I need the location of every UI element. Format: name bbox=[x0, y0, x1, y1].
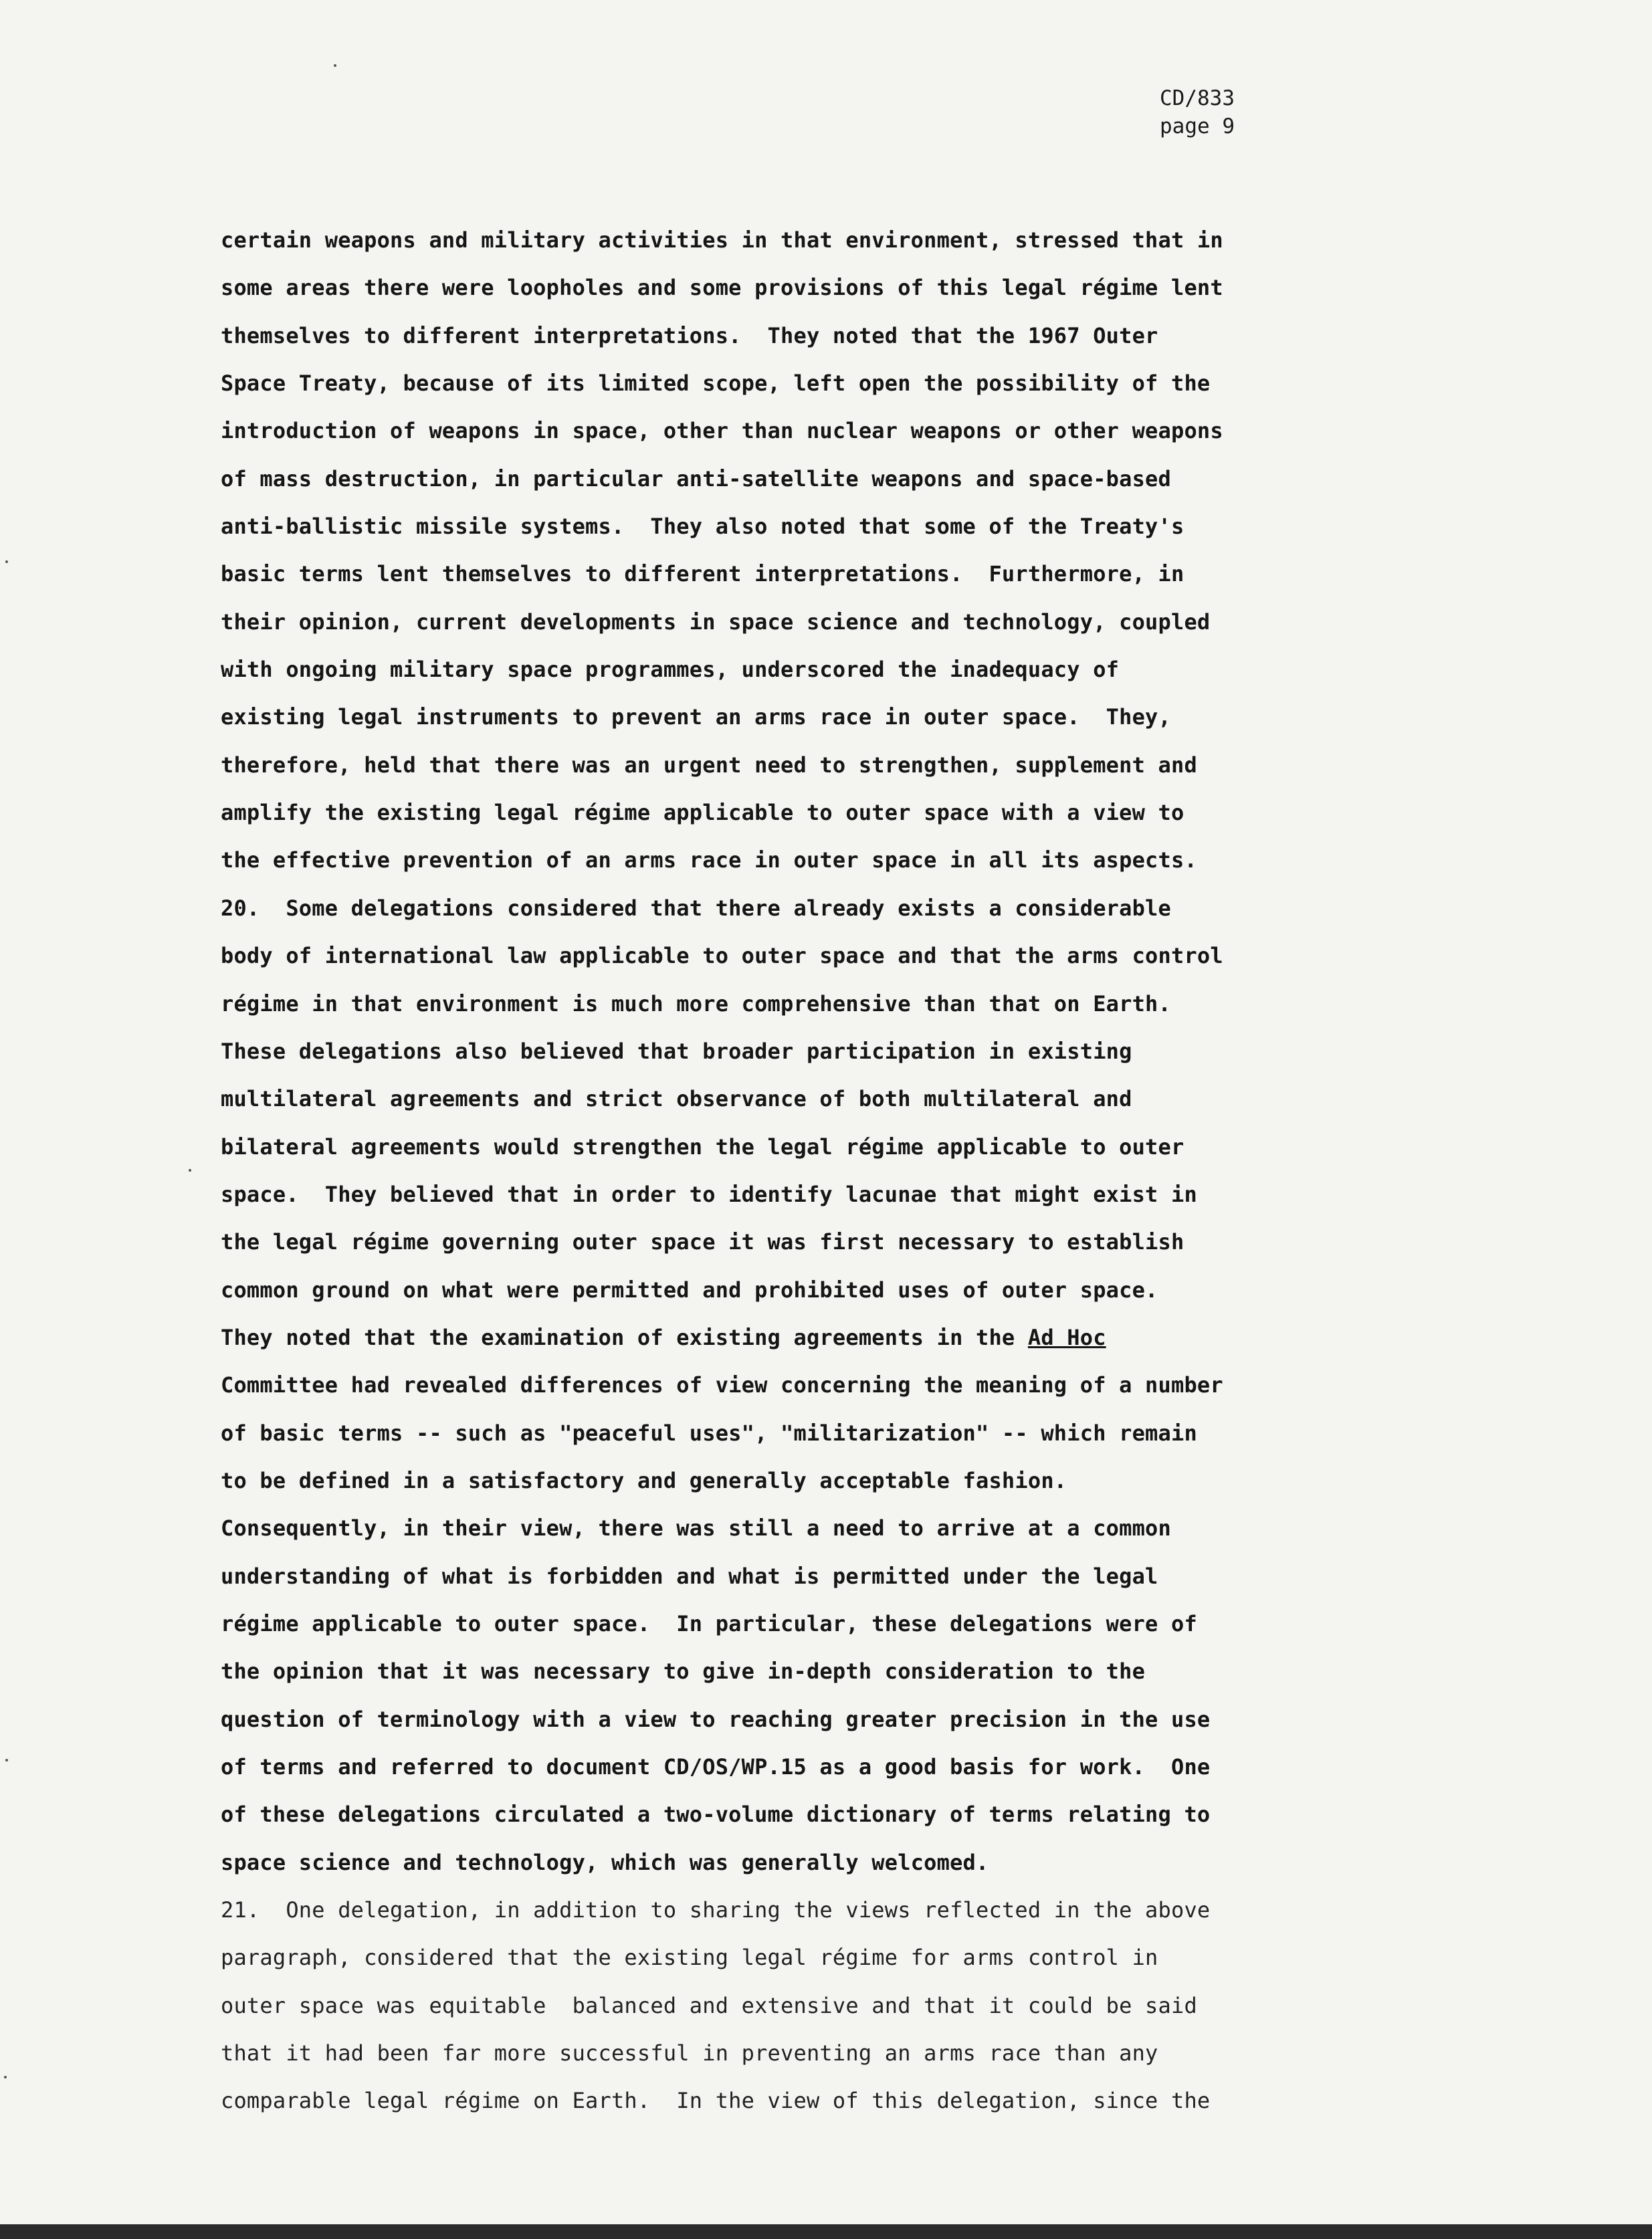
text-line: that it had been far more successful in preventing an arms race than any bbox=[221, 2040, 1158, 2066]
text-line: their opinion, current developments in space science and technology, coupled bbox=[221, 609, 1211, 635]
scan-speck bbox=[4, 2076, 7, 2078]
underlined-term: Ad Hoc bbox=[1027, 1324, 1106, 1350]
scan-speck bbox=[5, 560, 8, 563]
text-line: to be defined in a satisfactory and generally acceptable fashion. bbox=[221, 1467, 1067, 1493]
text-line: space science and technology, which was generally welcomed. bbox=[221, 1849, 989, 1875]
text-line: question of terminology with a view to reaching greater precision in the use bbox=[221, 1706, 1211, 1732]
page-number: page 9 bbox=[1160, 114, 1235, 138]
document-symbol: CD/833 bbox=[1160, 86, 1235, 110]
text-line: 20. Some delegations considered that there already exists a considerable bbox=[221, 895, 1171, 921]
text-line: of basic terms -- such as "peaceful uses", "militarization" -- which remain bbox=[221, 1420, 1197, 1446]
text-line: régime applicable to outer space. In particular, these delegations were of bbox=[221, 1610, 1197, 1636]
text-line: space. They believed that in order to identify lacunae that might exist in bbox=[221, 1181, 1197, 1207]
text-line: Committee had revealed differences of view concerning the meaning of a number bbox=[221, 1372, 1223, 1398]
text-line: basic terms lent themselves to different interpretations. Furthermore, in bbox=[221, 561, 1184, 587]
text-line: outer space was equitable balanced and extensive and that it could be said bbox=[221, 1992, 1197, 2018]
text-line: anti-ballistic missile systems. They also noted that some of the Treaty's bbox=[221, 514, 1184, 540]
text-line: amplify the existing legal régime applicable to outer space with a view to bbox=[221, 800, 1184, 826]
text-line: understanding of what is forbidden and what is permitted under the legal bbox=[221, 1563, 1158, 1589]
text-line: paragraph, considered that the existing legal régime for arms control in bbox=[221, 1945, 1158, 1971]
scan-edge bbox=[0, 2224, 1652, 2239]
text-line: themselves to different interpretations. They noted that the 1967 Outer bbox=[221, 322, 1158, 348]
text-line: multilateral agreements and strict observance of both multilateral and bbox=[221, 1086, 1132, 1112]
page-header bbox=[1160, 84, 1235, 140]
text-line: bilateral agreements would strengthen the legal régime applicable to outer bbox=[221, 1134, 1184, 1160]
text-line-segment: They noted that the examination of existing agreements in the bbox=[221, 1324, 1028, 1350]
text-line: common ground on what were permitted and prohibited uses of outer space. bbox=[221, 1277, 1158, 1303]
text-line: 21. One delegation, in addition to sharing the views reflected in the above bbox=[221, 1897, 1211, 1923]
text-line: of these delegations circulated a two-volume dictionary of terms relating to bbox=[221, 1802, 1211, 1828]
text-line: the legal régime governing outer space it was first necessary to establish bbox=[221, 1229, 1184, 1255]
text-line: introduction of weapons in space, other than nuclear weapons or other weapons bbox=[221, 418, 1223, 444]
text-line: Space Treaty, because of its limited scope, left open the possibility of the bbox=[221, 370, 1211, 397]
text-line: the opinion that it was necessary to give in-depth consideration to the bbox=[221, 1659, 1146, 1685]
text-line: of terms and referred to document CD/OS/WP.15 as a good basis for work. One bbox=[221, 1754, 1211, 1780]
text-line: existing legal instruments to prevent an arms race in outer space. They, bbox=[221, 704, 1171, 730]
text-line: some areas there were loopholes and some provisions of this legal régime lent bbox=[221, 275, 1223, 301]
text-line: certain weapons and military activities in that environment, stressed that in bbox=[221, 227, 1223, 253]
body-text bbox=[221, 217, 1491, 2125]
text-line: body of international law applicable to outer space and that the arms control bbox=[221, 943, 1223, 969]
text-line: of mass destruction, in particular anti-satellite weapons and space-based bbox=[221, 465, 1171, 492]
text-line: Consequently, in their view, there was still a need to arrive at a common bbox=[221, 1515, 1171, 1541]
text-line: comparable legal régime on Earth. In the view of this delegation, since the bbox=[221, 2088, 1211, 2114]
text-line: These delegations also believed that broader participation in existing bbox=[221, 1038, 1132, 1064]
scan-speck bbox=[334, 64, 336, 67]
text-line: régime in that environment is much more comprehensive than that on Earth. bbox=[221, 990, 1171, 1017]
text-line: the effective prevention of an arms race in outer space in all its aspects. bbox=[221, 847, 1197, 873]
scan-speck bbox=[5, 1759, 8, 1762]
text-line: with ongoing military space programmes, underscored the inadequacy of bbox=[221, 657, 1120, 683]
scan-speck bbox=[189, 1169, 191, 1172]
text-line bbox=[221, 1314, 1491, 1362]
text-line: therefore, held that there was an urgent need to strengthen, supplement and bbox=[221, 752, 1197, 778]
